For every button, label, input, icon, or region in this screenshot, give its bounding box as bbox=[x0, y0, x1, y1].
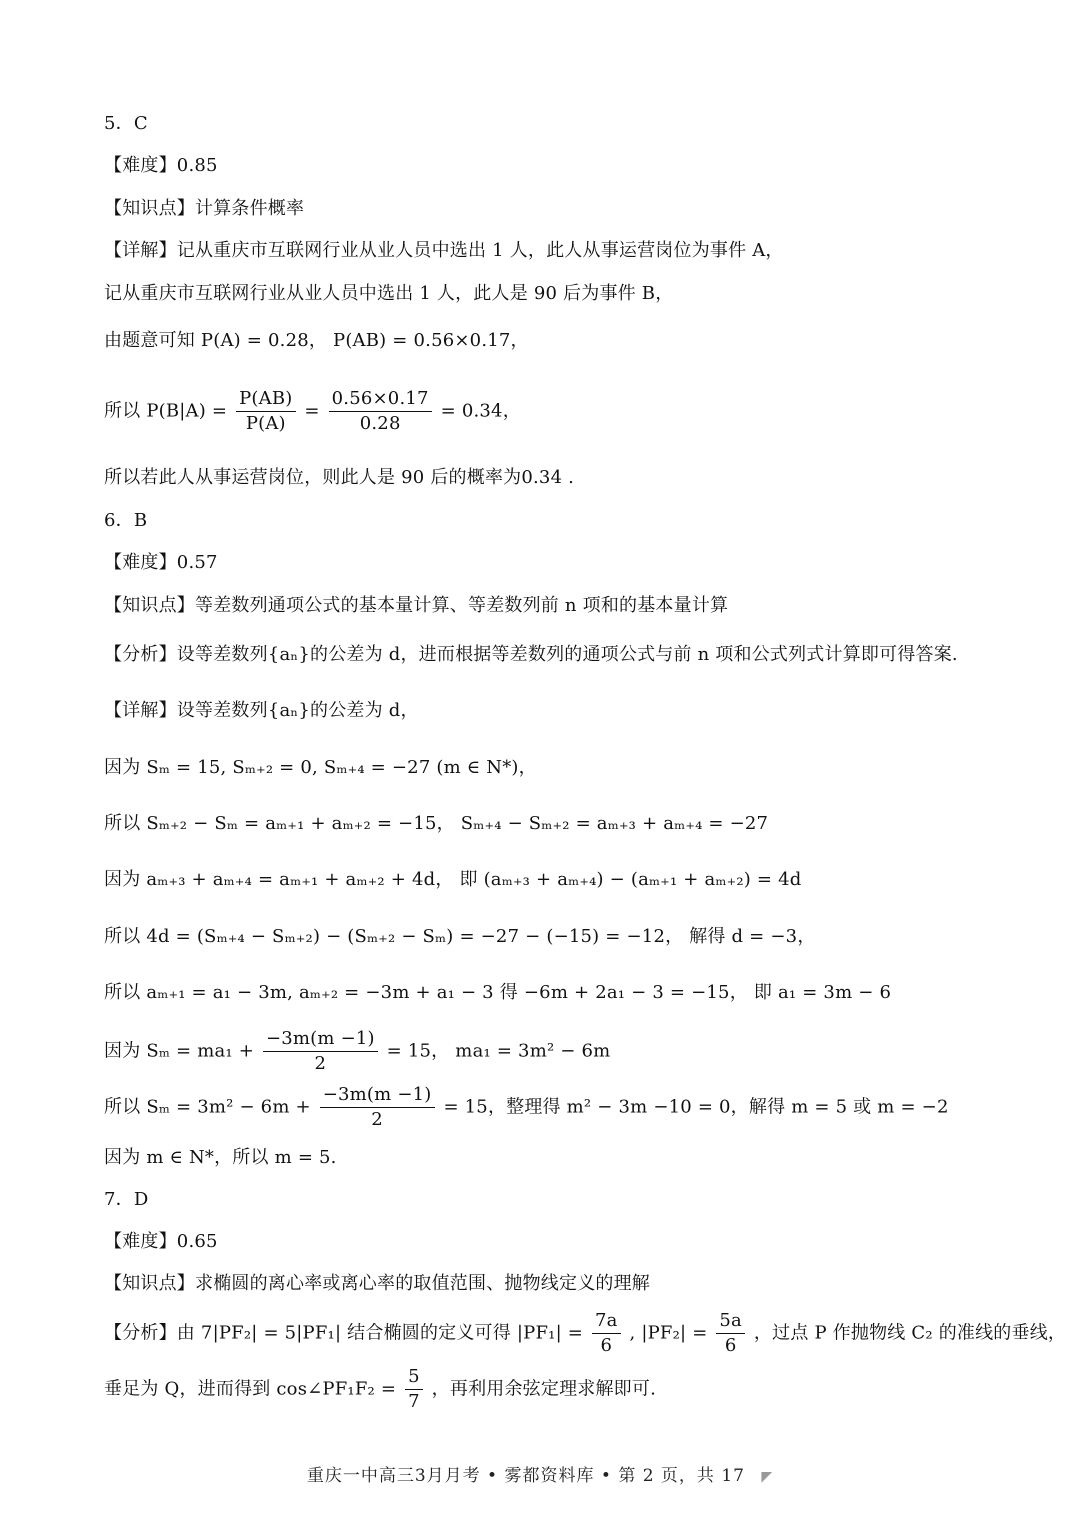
formula-prefix: 垂足为 Q，进而得到 cos∠PF₁F₂ = bbox=[104, 1378, 397, 1400]
fraction-numerator: 5 bbox=[405, 1366, 423, 1390]
question-7-analysis-2 bbox=[104, 1366, 656, 1413]
fraction-denominator: 2 bbox=[314, 1053, 327, 1074]
question-7-knowledge: 【知识点】求椭圆的离心率或离心率的取值范围、抛物线定义的理解 bbox=[104, 1273, 650, 1294]
question-6-detail-3: 所以 Sₘ₊₂ − Sₘ = aₘ₊₁ + aₘ₊₂ = −15， Sₘ₊₄ − Sₘ₊₂ = aₘ₊₃ + aₘ₊₄ = −27 bbox=[104, 813, 769, 834]
formula-suffix: = 0.34， bbox=[440, 400, 521, 422]
question-5-detail-5: 所以若此人从事运营岗位，则此人是 90 后的概率为0.34 . bbox=[104, 467, 575, 488]
fraction-denominator: 6 bbox=[600, 1335, 613, 1356]
fraction-pf2 bbox=[716, 1310, 745, 1357]
question-6-detail-5: 所以 4d = (Sₘ₊₄ − Sₘ₊₂) − (Sₘ₊₂ − Sₘ) = −27 − (−15) = −12， 解得 d = −3， bbox=[104, 926, 816, 947]
fraction-numerator: 7a bbox=[592, 1310, 621, 1334]
question-6-detail-9: 因为 m ∈ N*，所以 m = 5. bbox=[104, 1147, 337, 1168]
question-6-detail-8 bbox=[104, 1084, 949, 1131]
formula-prefix: 所以 Sₘ = 3m² − 6m + bbox=[104, 1096, 311, 1118]
formula-suffix: = 15， ma₁ = 3m² − 6m bbox=[386, 1040, 611, 1062]
fraction-numerator: −3m(m −1) bbox=[320, 1084, 435, 1108]
question-6-header: 6．B bbox=[104, 510, 148, 531]
fraction-sum-term bbox=[263, 1028, 378, 1075]
fraction-denominator: P(A) bbox=[245, 413, 286, 434]
formula-prefix: 因为 Sₘ = ma₁ + bbox=[104, 1040, 255, 1062]
formula-prefix: 【分析】由 7|PF₂| = 5|PF₁| 结合椭圆的定义可得 |PF₁| = bbox=[104, 1322, 584, 1344]
formula-suffix: ，再利用余弦定理求解即可. bbox=[431, 1378, 656, 1400]
question-7-header: 7．D bbox=[104, 1189, 149, 1210]
question-5-detail-1: 【详解】记从重庆市互联网行业从业人员中选出 1 人，此人从事运营岗位为事件 A， bbox=[104, 240, 784, 261]
fraction-cosine bbox=[405, 1366, 423, 1413]
fraction-numerator: −3m(m −1) bbox=[263, 1028, 378, 1052]
question-6-detail-1: 【详解】设等差数列{aₙ}的公差为 d， bbox=[104, 700, 419, 721]
question-7-difficulty: 【难度】0.65 bbox=[104, 1231, 218, 1252]
fraction-numerator: 0.56×0.17 bbox=[329, 388, 432, 412]
question-5-header: 5．C bbox=[104, 113, 148, 134]
question-5-detail-4 bbox=[104, 388, 521, 435]
page-footer bbox=[0, 1461, 1080, 1486]
fraction-conditional bbox=[236, 388, 295, 435]
fraction-numerator: P(AB) bbox=[236, 388, 295, 412]
fraction-sum-term bbox=[320, 1084, 435, 1131]
fraction-denominator: 0.28 bbox=[359, 413, 401, 434]
question-6-detail-2: 因为 Sₘ = 15, Sₘ₊₂ = 0, Sₘ₊₄ = −27 (m ∈ N*)， bbox=[104, 757, 537, 778]
fraction-pf1 bbox=[592, 1310, 621, 1357]
formula-middle: , |PF₂| = bbox=[629, 1322, 708, 1344]
fraction-denominator: 6 bbox=[724, 1335, 737, 1356]
equals-sign: = bbox=[304, 400, 320, 422]
question-6-knowledge: 【知识点】等差数列通项公式的基本量计算、等差数列前 n 项和的基本量计算 bbox=[104, 595, 729, 616]
fraction-numerator: 5a bbox=[716, 1310, 745, 1334]
question-6-detail-4: 因为 aₘ₊₃ + aₘ₊₄ = aₘ₊₁ + aₘ₊₂ + 4d， 即 (aₘ₊₃ + aₘ₊₄) − (aₘ₊₁ + aₘ₊₂) = 4d bbox=[104, 869, 802, 890]
question-6-difficulty: 【难度】0.57 bbox=[104, 552, 218, 573]
formula-suffix: ，过点 P 作抛物线 C₂ 的准线的垂线， bbox=[753, 1322, 1067, 1344]
question-5-knowledge: 【知识点】计算条件概率 bbox=[104, 198, 305, 219]
formula-suffix: = 15，整理得 m² − 3m −10 = 0，解得 m = 5 或 m = −2 bbox=[443, 1096, 949, 1118]
formula-prefix: 所以 P(B|A) = bbox=[104, 400, 228, 422]
fraction-denominator: 2 bbox=[371, 1109, 383, 1130]
footer-text: 重庆一中高三3月月考 • 雾都资料库 • 第 2 页，共 17 bbox=[306, 1466, 745, 1486]
question-6-detail-6: 所以 aₘ₊₁ = a₁ − 3m, aₘ₊₂ = −3m + a₁ − 3 得 −6m + 2a₁ − 3 = −15， 即 a₁ = 3m − 6 bbox=[104, 982, 892, 1003]
question-7-analysis bbox=[104, 1310, 1066, 1357]
question-5-difficulty: 【难度】0.85 bbox=[104, 155, 218, 176]
question-6-detail-7 bbox=[104, 1028, 610, 1075]
question-6-analysis: 【分析】设等差数列{aₙ}的公差为 d，进而根据等差数列的通项公式与前 n 项和公式列式计算即可得答案. bbox=[104, 644, 958, 665]
corner-fold-icon: ◤ bbox=[761, 1469, 774, 1485]
question-5-detail-2: 记从重庆市互联网行业从业人员中选出 1 人，此人是 90 后为事件 B， bbox=[104, 283, 674, 304]
question-5-detail-3: 由题意可知 P(A) = 0.28， P(AB) = 0.56×0.17， bbox=[104, 330, 529, 351]
fraction-values bbox=[329, 388, 432, 435]
fraction-denominator: 7 bbox=[408, 1391, 420, 1412]
